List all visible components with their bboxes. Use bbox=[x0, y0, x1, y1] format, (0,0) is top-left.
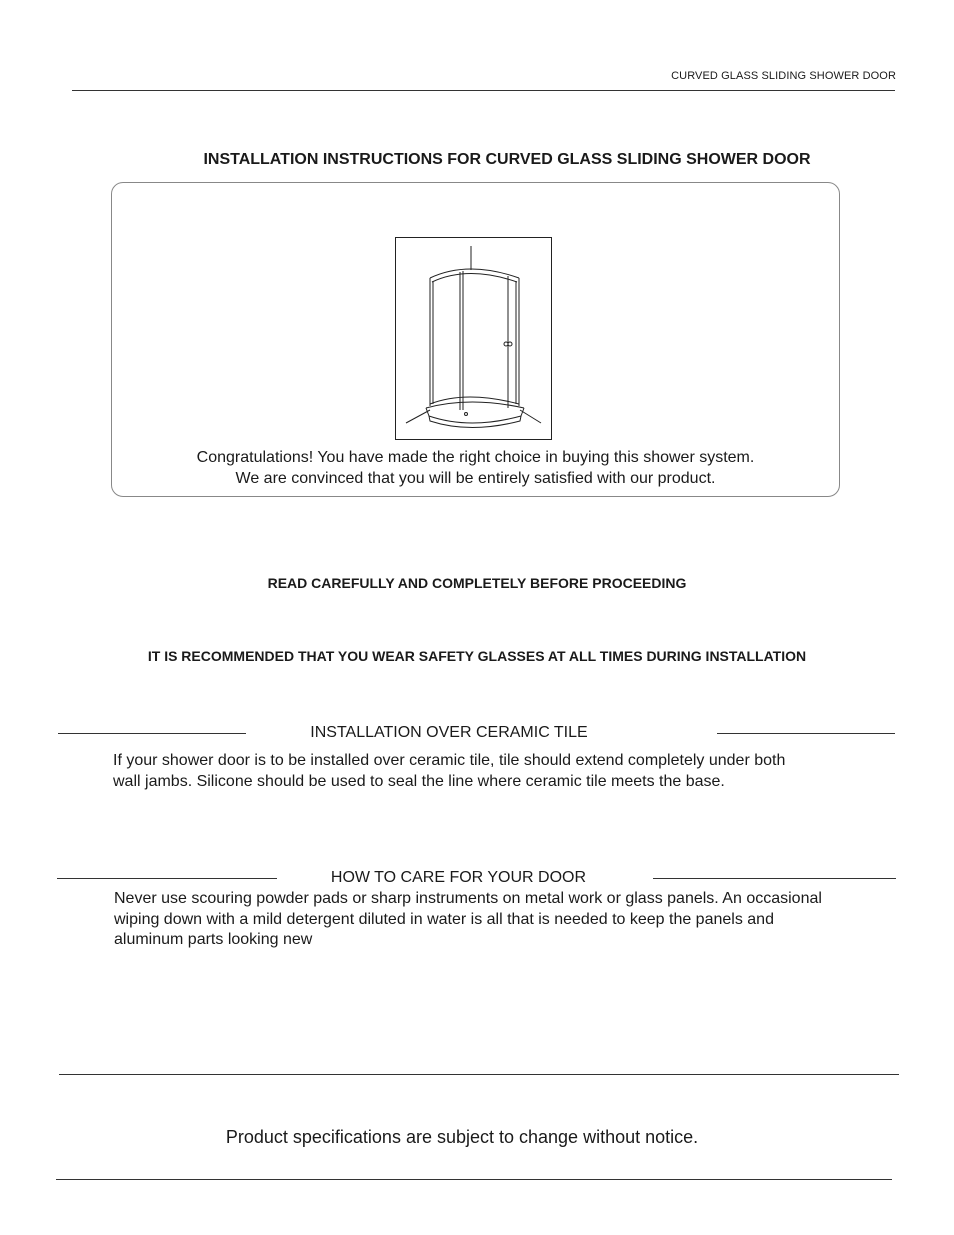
ceramic-paragraph bbox=[113, 751, 903, 792]
care-rule-left bbox=[57, 878, 277, 879]
care-line-3: aluminum parts looking new bbox=[114, 931, 313, 948]
header-rule bbox=[72, 90, 895, 91]
footer-rule-top bbox=[59, 1074, 899, 1075]
care-rule-right bbox=[653, 878, 896, 879]
shower-illustration bbox=[395, 237, 552, 440]
intro-line-1: Congratulations! You have made the right choice in buying this shower system. bbox=[196, 449, 755, 466]
ceramic-line-2: wall jambs. Silicone should be used to seal the line where ceramic tile meets the base. bbox=[113, 772, 725, 790]
ceramic-section-title: INSTALLATION OVER CERAMIC TILE bbox=[310, 724, 588, 741]
header-doc-label: CURVED GLASS SLIDING SHOWER DOOR bbox=[671, 70, 896, 82]
intro-text bbox=[111, 447, 840, 489]
care-line-1: Never use scouring powder pads or sharp instruments on metal work or glass panels. An occasional bbox=[114, 890, 822, 907]
footer-notice: Product specifications are subject to change without notice. bbox=[225, 1127, 699, 1147]
shower-door-drawing bbox=[396, 238, 551, 439]
intro-line-2: We are convinced that you will be entirely satisfied with our product. bbox=[235, 470, 716, 487]
care-paragraph bbox=[114, 889, 914, 951]
ceramic-rule-left bbox=[58, 733, 246, 734]
ceramic-rule-right bbox=[717, 733, 895, 734]
ceramic-line-1: If your shower door is to be installed over ceramic tile, tile should extend completely under both bbox=[113, 752, 786, 769]
read-carefully-warning: READ CAREFULLY AND COMPLETELY BEFORE PROCEEDING bbox=[267, 575, 687, 591]
care-section-title: HOW TO CARE FOR YOUR DOOR bbox=[330, 869, 587, 886]
page-title: INSTALLATION INSTRUCTIONS FOR CURVED GLASS SLIDING SHOWER DOOR bbox=[203, 151, 811, 168]
safety-glasses-warning: IT IS RECOMMENDED THAT YOU WEAR SAFETY GLASSES AT ALL TIMES DURING INSTALLATION bbox=[147, 648, 807, 664]
footer-rule-bottom bbox=[56, 1179, 892, 1180]
care-line-2: wiping down with a mild detergent diluted in water is all that is needed to keep the panels and bbox=[114, 910, 774, 928]
